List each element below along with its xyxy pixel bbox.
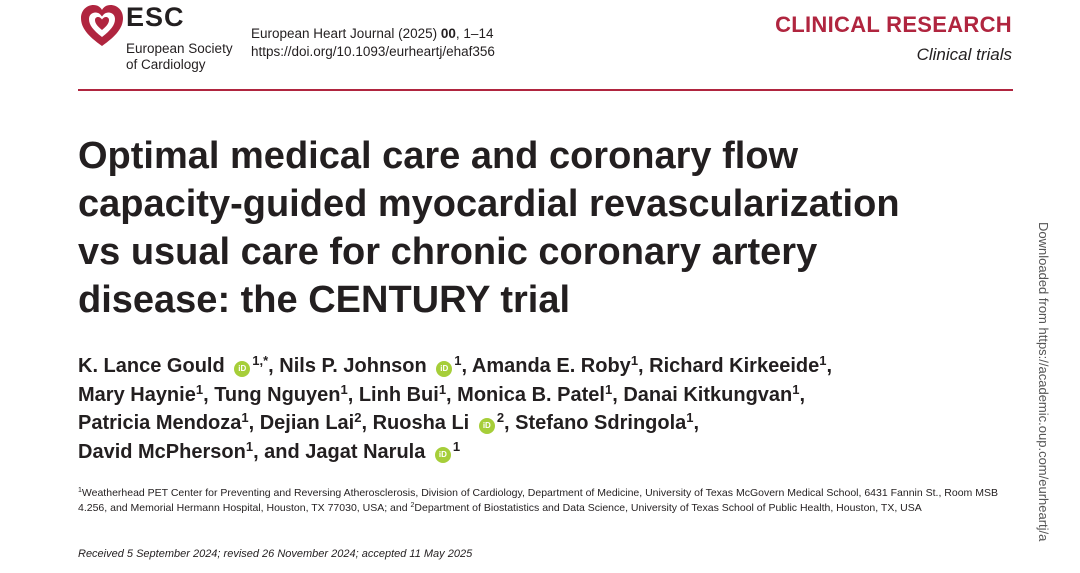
author-separator: , xyxy=(693,412,700,434)
author-separator: , xyxy=(799,383,806,406)
author-list xyxy=(78,352,1013,466)
author-affiliation-sup: 1 xyxy=(438,381,447,397)
orcid-icon[interactable]: iD xyxy=(436,361,452,377)
title-line: vs usual care for chronic coronary artery xyxy=(78,231,818,273)
title-line: Optimal medical care and coronary flow xyxy=(78,135,799,177)
author-line xyxy=(78,381,1013,410)
author-line xyxy=(78,352,1013,381)
author-name[interactable]: , Richard Kirkeeide xyxy=(638,355,820,377)
affiliations xyxy=(78,486,1013,516)
society-name-line-2: of Cardiology xyxy=(126,57,206,72)
article-title xyxy=(78,132,1008,324)
author-affiliation-sup: 1,* xyxy=(252,353,269,368)
author-affiliation-sup: 1 xyxy=(245,438,254,454)
author-affiliation-sup: 1 xyxy=(686,410,694,425)
journal-pages: , 1–14 xyxy=(455,26,494,41)
author-affiliation-sup: 1 xyxy=(819,353,827,368)
journal-name: European Heart Journal (2025) xyxy=(251,26,438,41)
author-line xyxy=(78,438,1013,467)
title-line: capacity-guided myocardial revascularization xyxy=(78,183,900,225)
article-dates: Received 5 September 2024; revised 26 November 2024; accepted 11 May 2025 xyxy=(78,548,473,560)
author-name[interactable]: , Monica B. Patel xyxy=(446,383,605,406)
affiliation-sup: 1 xyxy=(78,487,82,494)
affiliation-text: Department of Biostatistics and Data Science, University of Texas School of Public Health, Houston, TX, USA xyxy=(414,502,922,514)
author-affiliation-sup: 1 xyxy=(604,381,613,397)
author-name[interactable]: , Dejian Lai xyxy=(248,412,355,434)
author-affiliation-sup: 2 xyxy=(496,410,505,425)
author-name[interactable]: , Amanda E. Roby xyxy=(461,355,631,377)
download-watermark xyxy=(1036,222,1056,573)
author-separator: , xyxy=(826,355,833,377)
author-affiliation-sup: 1 xyxy=(452,438,461,454)
author-affiliation-sup: 2 xyxy=(354,410,362,425)
affiliation-sup: 2 xyxy=(410,502,415,509)
section-label: CLINICAL RESEARCH xyxy=(775,12,1012,37)
author-name[interactable]: Patricia Mendoza xyxy=(78,412,242,434)
author-affiliation-sup: 1 xyxy=(454,353,462,368)
esc-logo-text: ESC xyxy=(126,2,185,32)
author-name[interactable]: , Nils P. Johnson xyxy=(268,355,427,377)
header-divider xyxy=(78,89,1013,91)
society-name xyxy=(126,41,233,73)
esc-heart-logo-icon xyxy=(78,2,126,50)
author-name[interactable]: , and Jagat Narula xyxy=(253,440,426,463)
affiliation-text: Weatherhead PET Center for Preventing and Reversing Atherosclerosis, Division of Cardiology, Department of Medicine, University of Texas McGovern Medical School, 6431 Fannin St., Room MSB 4.256, and Memorial Hermann Hospital, Houston, TX 77030, USA; and xyxy=(78,487,998,514)
author-affiliation-sup: 1 xyxy=(792,381,800,397)
author-name[interactable]: Mary Haynie xyxy=(78,383,196,406)
author-name[interactable]: , Tung Nguyen xyxy=(203,383,341,406)
journal-citation xyxy=(251,25,495,61)
author-affiliation-sup: 1 xyxy=(195,381,204,397)
author-affiliation-sup: 1 xyxy=(241,410,249,425)
author-name[interactable]: , Linh Bui xyxy=(347,383,439,406)
society-name-line-1: European Society xyxy=(126,41,233,56)
author-name[interactable]: K. Lance Gould xyxy=(78,355,225,377)
download-note: Downloaded from https://academic.oup.com/eurheartj/a xyxy=(1036,222,1051,542)
orcid-icon[interactable]: iD xyxy=(234,361,250,377)
author-affiliation-sup: 1 xyxy=(340,381,348,397)
title-line: disease: the CENTURY trial xyxy=(78,279,571,321)
author-name[interactable]: , Danai Kitkungvan xyxy=(612,383,793,406)
author-line xyxy=(78,409,1013,438)
orcid-icon[interactable]: iD xyxy=(435,447,451,463)
subsection-label: Clinical trials xyxy=(916,45,1012,64)
author-name[interactable]: , Ruosha Li xyxy=(361,412,470,434)
doi-link[interactable]: https://doi.org/10.1093/eurheartj/ehaf356 xyxy=(251,44,495,59)
journal-volume: 00 xyxy=(440,26,456,41)
author-name[interactable]: David McPherson xyxy=(78,440,246,463)
author-affiliation-sup: 1 xyxy=(630,353,639,368)
orcid-icon[interactable]: iD xyxy=(479,418,495,434)
author-name[interactable]: , Stefano Sdringola xyxy=(504,412,687,434)
